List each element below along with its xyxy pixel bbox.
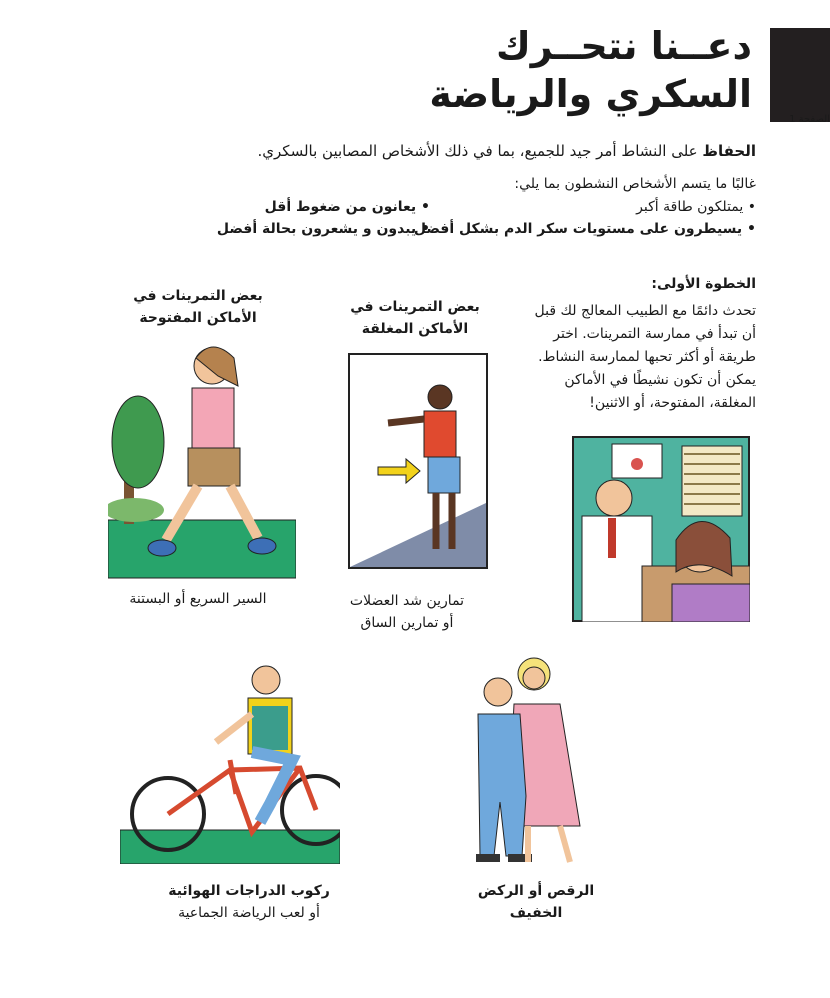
- cycling-illustration: [120, 664, 340, 864]
- walking-caption: السير السريع أو البستنة: [129, 591, 267, 607]
- strength-caption-line-1: تمارين شد العضلات: [349, 593, 465, 609]
- benefits-list-left: [217, 196, 430, 240]
- page-title: [429, 22, 752, 118]
- doctor-consultation-illustration: [572, 436, 750, 622]
- strength-caption-line-2: أو تمارين الساق: [360, 615, 454, 631]
- cycling-caption-line-1: ركوب الدراجات الهوائية: [168, 883, 330, 899]
- dancing-caption: الرقص أو الركض الخفيف: [477, 883, 595, 921]
- benefits-intro: غالبًا ما يتسم الأشخاص النشطون بما يلي:: [514, 176, 756, 192]
- benefit-item: • يبدون و يشعرون بحالة أفضل: [217, 218, 430, 240]
- walking-illustration: [108, 340, 296, 580]
- benefit-item: • يعانون من ضغوط أقل: [217, 196, 430, 218]
- benefit-item: • يسيطرون على مستويات سكر الدم بشكل أفضل: [414, 218, 756, 240]
- outdoor-heading: بعض التمرينات في الأماكن المفتوحة: [133, 288, 263, 326]
- title-line-1: دعــنا نتحــرك: [495, 24, 752, 68]
- step-title: الخطوة الأولى:: [651, 276, 756, 292]
- indoor-heading: بعض التمرينات في الأماكن المغلقة: [350, 299, 480, 337]
- intro-paragraph: [258, 142, 756, 160]
- benefit-item: • يمتلكون طاقة أكبر: [414, 196, 756, 218]
- dancing-illustration: [468, 656, 610, 868]
- benefits-list-right: [414, 196, 756, 240]
- page-number: الصفحة 1: [789, 114, 830, 125]
- intro-lead: الحفاظ: [702, 142, 756, 160]
- cycling-caption-line-2: أو لعب الرياضة الجماعية: [178, 905, 320, 921]
- cycling-caption: [168, 880, 330, 924]
- corner-tab: [770, 28, 830, 122]
- strength-caption: [330, 590, 484, 634]
- step-body: تحدث دائمًا مع الطبيب المعالج لك قبل أن تبدأ في ممارسة التمرينات. اختر طريقة أو أكثر تحبها لممارسة النشاط. يمكن أن تكون نشيطًا في الأماكن المغلقة، المفتوحة، أو الاثنين!: [534, 303, 756, 411]
- strength-exercise-illustration: [348, 353, 488, 569]
- intro-rest: على النشاط أمر جيد للجميع، بما في ذلك الأشخاص المصابين بالسكري.: [257, 142, 703, 160]
- title-line-2: السكري والرياضة: [429, 72, 752, 116]
